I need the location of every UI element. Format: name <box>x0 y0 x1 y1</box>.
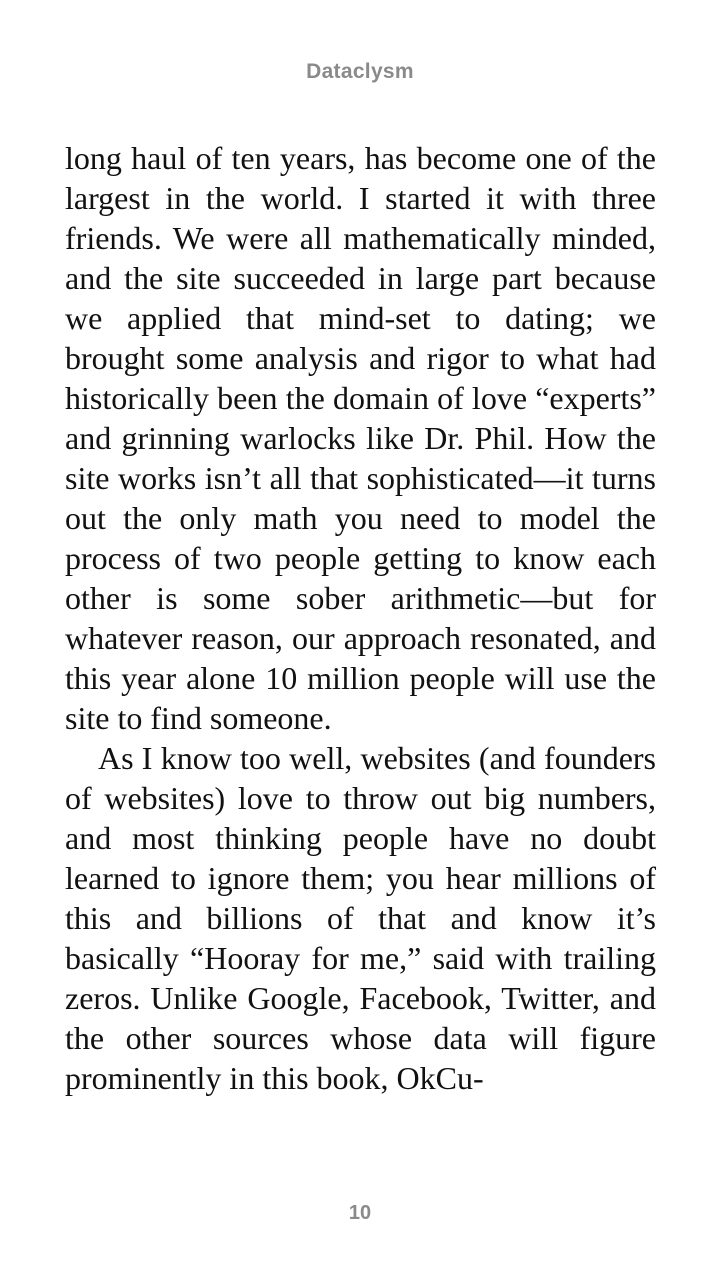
paragraph-continued: long haul of ten years, has become one of the largest in the world. I started it with three friends. We were all mathematically minded, and the site succeeded in large part because we applied that mind-set to dating; we brought some analysis and rigor to what had historically been the domain of love “experts” and grinning warlocks like Dr. Phil. How the site works isn’t all that sophisticated—it turns out the only math you need to model the process of two people getting to know each other is some sober arithmetic—but for whatever reason, our approach resonated, and this year alone 10 million people will use the site to find someone. <box>65 140 656 736</box>
page-body-text <box>65 138 656 1098</box>
book-title: Dataclysm <box>306 60 414 83</box>
page-number: 10 <box>348 1202 372 1224</box>
paragraph: As I know too well, websites (and founders of websites) love to throw out big numbers, and most thinking people have no doubt learned to ignore them; you hear millions of this and billions of that and know it’s basically “Hooray for me,” said with trailing zeros. Unlike Google, Facebook, Twitter, and the other sources whose data will figure prominently in this book, OkCu- <box>65 740 656 1096</box>
